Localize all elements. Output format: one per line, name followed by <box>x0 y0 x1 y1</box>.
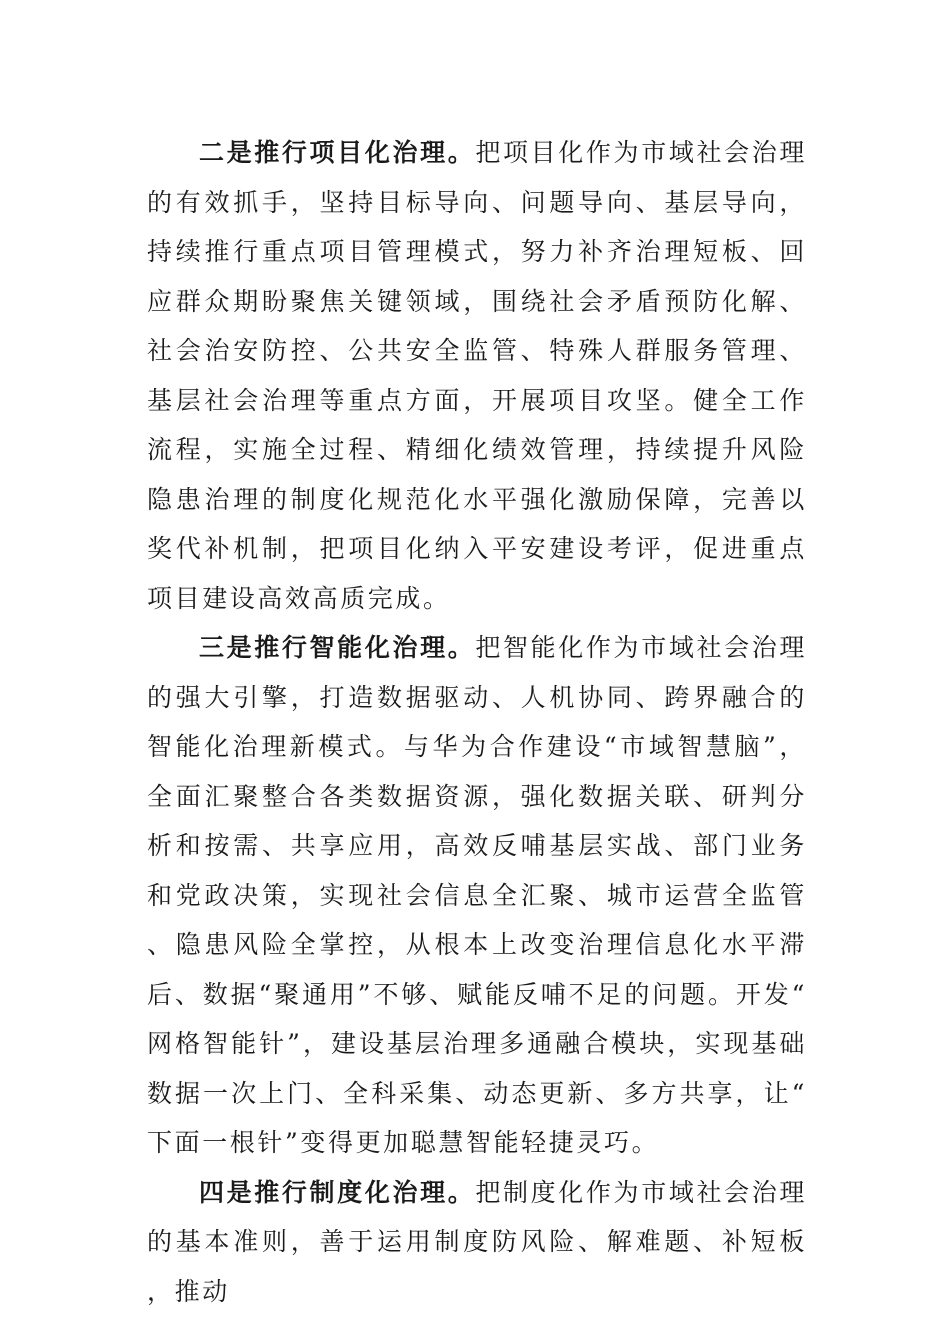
document-body <box>147 128 807 1316</box>
paragraph-lead: 四是推行制度化治理。 <box>199 1177 476 1207</box>
paragraph-institutional-governance <box>147 1168 807 1317</box>
paragraph-intelligent-governance <box>147 623 807 1168</box>
paragraph-text: 把项目化作为市域社会治理的有效抓手，坚持目标导向、问题导向、基层导向，持续推行重点项目管理模式，努力补齐治理短板、回应群众期盼聚焦关键领域，围绕社会矛盾预防化解、社会治安防控、公共安全监管、特殊人群服务管理、基层社会治理等重点方面，开展项目攻坚。健全工作流程，实施全过程、精细化绩效管理，持续提升风险隐患治理的制度化规范化水平强化激励保障，完善以奖代补机制，把项目化纳入平安建设考评，促进重点项目建设高效高质完成。 <box>147 138 807 613</box>
paragraph-text: 把制度化作为市域社会治理的基本准则，善于运用制度防风险、解难题、补短板，推动 <box>147 1177 807 1306</box>
paragraph-text: 把智能化作为市域社会治理的强大引擎，打造数据驱动、人机协同、跨界融合的智能化治理新模式。与华为合作建设“市域智慧脑”，全面汇聚整合各类数据资源，强化数据关联、研判分析和按需、共享应用，高效反哺基层实战、部门业务和党政决策，实现社会信息全汇聚、城市运营全监管、隐患风险全掌控，从根本上改变治理信息化水平滞后、数据“聚通用”不够、赋能反哺不足的问题。开发“网格智能针”，建设基层治理多通融合模块，实现基础数据一次上门、全科采集、动态更新、多方共享，让“下面一根针”变得更加聪慧智能轻捷灵巧。 <box>147 633 807 1157</box>
paragraph-project-governance <box>147 128 807 623</box>
paragraph-lead: 三是推行智能化治理。 <box>199 633 476 662</box>
paragraph-lead: 二是推行项目化治理。 <box>199 138 476 167</box>
